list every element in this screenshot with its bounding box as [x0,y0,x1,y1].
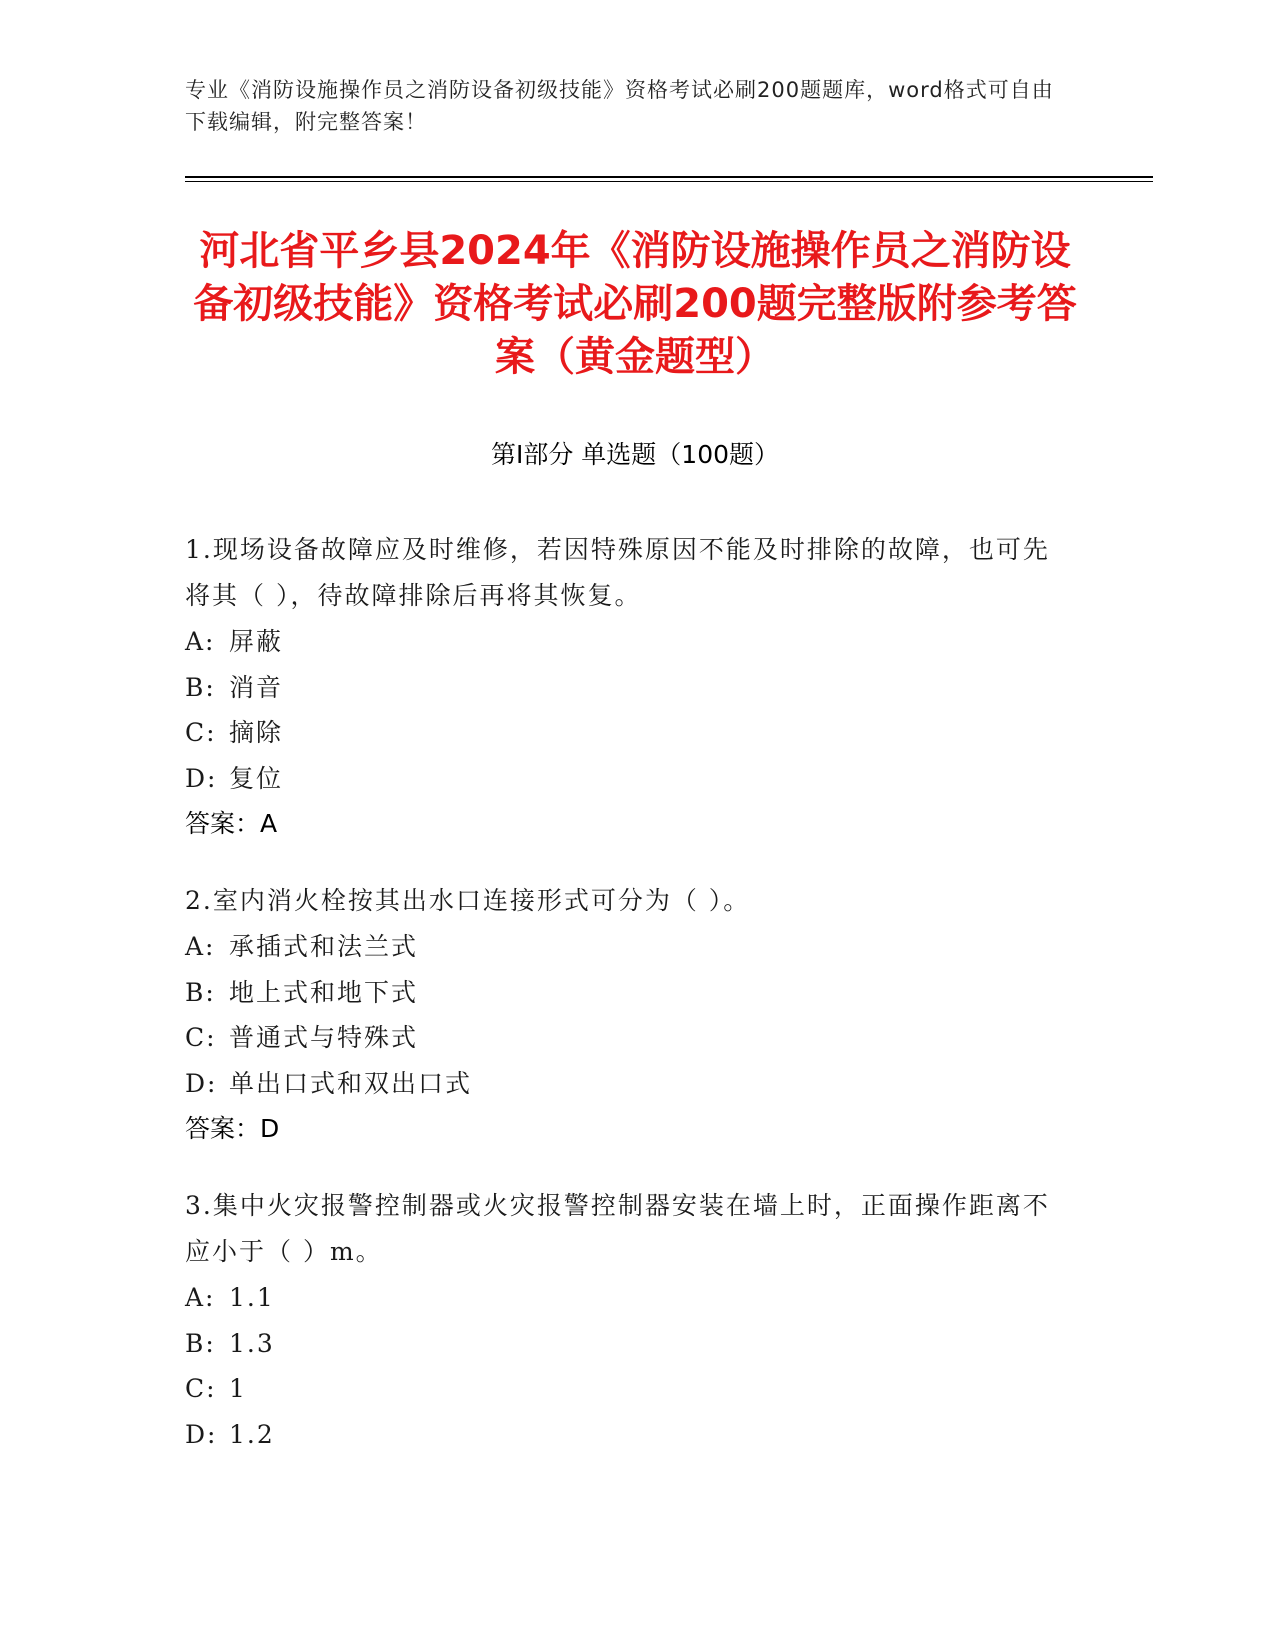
option-key: A: [185,1283,216,1312]
question-stem: 1.现场设备故障应及时维修，若因特殊原因不能及时排除的故障，也可先将其（ ），待故障排除后再将其恢复。 [185,535,1050,610]
option-text: 普通式与特殊式 [229,1023,419,1052]
header-divider-thin [185,181,1153,182]
section-heading: 第Ⅰ部分 单选题（100题） [490,440,780,469]
header-note: 专业《消防设施操作员之消防设备初级技能》资格考试必刷200题题库，word格式可自由下载编辑，附完整答案！ [185,78,1054,134]
option-b [185,1321,1065,1367]
option-key: A: [185,627,216,656]
option-key: C: [185,1374,217,1403]
question-1 [185,527,1065,847]
question-2 [185,878,1065,1152]
header-divider-thick [185,176,1153,178]
option-key: C: [185,718,217,747]
option-key: B: [185,1328,216,1358]
option-key: B: [185,672,216,702]
option-c [185,1015,1065,1061]
option-text: 1 [229,1374,247,1403]
option-b [185,665,1065,711]
option-text: 承插式和法兰式 [229,932,419,961]
option-key: C: [185,1023,217,1052]
option-text: 消音 [229,672,284,702]
question-answer: 答案：A [185,809,278,838]
option-key: D: [185,1419,218,1449]
question-list [185,527,1065,1488]
option-text: 1.2 [229,1419,275,1449]
option-d [185,1412,1065,1458]
option-key: D: [185,1068,218,1098]
option-text: 1.3 [229,1328,275,1358]
option-b [185,970,1065,1016]
option-d [185,756,1065,802]
question-stem: 3.集中火灾报警控制器或火灾报警控制器安装在墙上时，正面操作距离不应小于（ ）m。 [185,1191,1050,1266]
option-c [185,710,1065,756]
option-c [185,1366,1065,1412]
option-a [185,619,1065,665]
option-a [185,1275,1065,1321]
document-title: 河北省平乡县2024年《消防设施操作员之消防设备初级技能》资格考试必刷200题完整版附参考答案（黄金题型） [193,228,1077,380]
option-a [185,924,1065,970]
option-key: B: [185,977,216,1007]
question-answer: 答案：D [185,1114,280,1143]
option-text: 1.1 [229,1283,275,1312]
option-text: 摘除 [229,718,284,747]
option-key: D: [185,763,218,793]
question-3 [185,1183,1065,1457]
option-d [185,1061,1065,1107]
option-text: 地上式和地下式 [229,977,419,1007]
option-text: 复位 [229,763,284,793]
option-text: 单出口式和双出口式 [229,1068,473,1098]
question-stem: 2.室内消火栓按其出水口连接形式可分为（ ）。 [185,886,751,915]
option-text: 屏蔽 [229,627,284,656]
option-key: A: [185,932,216,961]
